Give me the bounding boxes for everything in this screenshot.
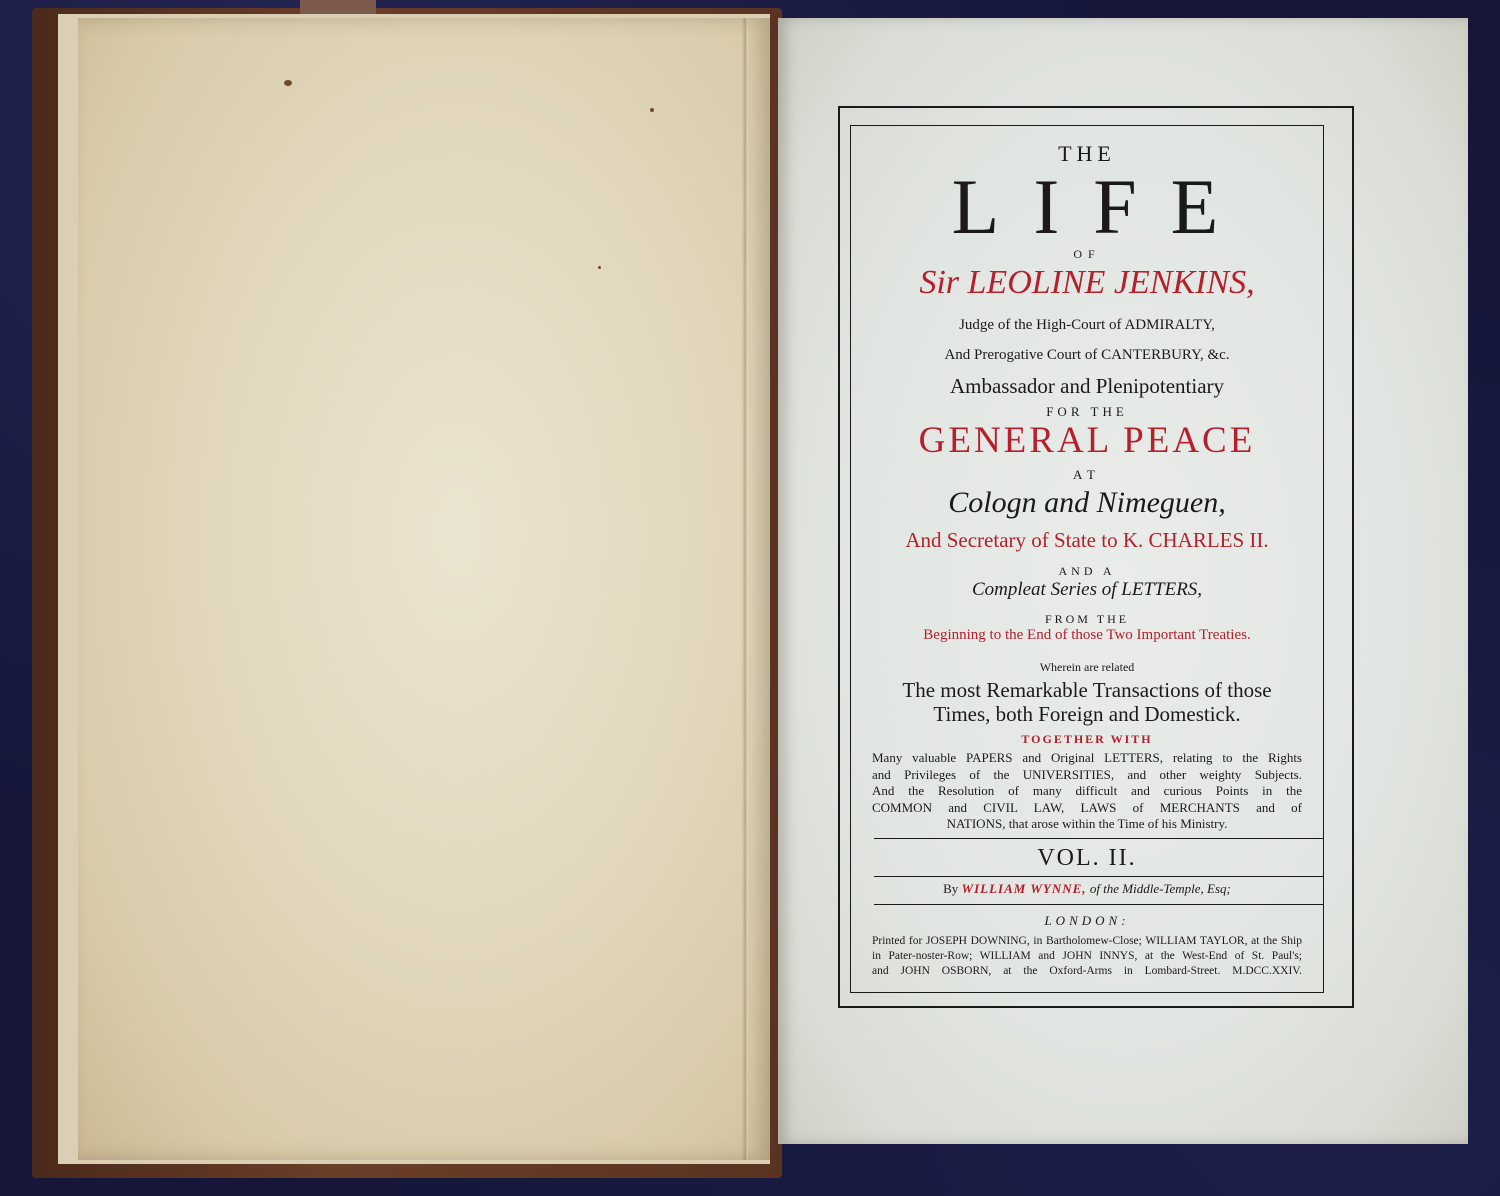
divider-rule bbox=[874, 904, 1324, 905]
line-at: AT bbox=[1073, 467, 1101, 482]
author-suffix: of the Middle-Temple, Esq; bbox=[1089, 881, 1231, 896]
author-name: WILLIAM WYNNE, bbox=[961, 881, 1087, 896]
imprint-line: and JOHN OSBORN, at the Oxford-Arms in Lombard-Street. M.DCC.XXIV. bbox=[872, 965, 1302, 977]
page-crease bbox=[742, 18, 748, 1160]
line-judge: Judge of the High-Court of ADMIRALTY, bbox=[959, 317, 1215, 333]
line-wherein: Wherein are related bbox=[1039, 660, 1135, 674]
description-line: NATIONS, that arose within the Time of his Ministry. bbox=[946, 816, 1228, 831]
left-blank-page bbox=[78, 18, 770, 1160]
description-line: COMMON and CIVIL LAW, LAWS of MERCHANTS and of bbox=[872, 799, 1302, 815]
line-from-the: FROM THE bbox=[1044, 612, 1130, 626]
title-life: LIFE bbox=[951, 163, 1253, 250]
general-peace: GENERAL PEACE bbox=[918, 420, 1256, 461]
imprint-line: in Pater-noster-Row; WILLIAM and JOHN INNYS, at the West-End of St. Paul's; bbox=[872, 950, 1302, 962]
imprint-city: LONDON: bbox=[1044, 913, 1130, 928]
author-prefix: By bbox=[943, 881, 959, 896]
title-of: OF bbox=[1073, 247, 1101, 261]
line-secretary: And Secretary of State to K. CHARLES II. bbox=[905, 528, 1269, 552]
line-ambassador: Ambassador and Plenipotentiary bbox=[949, 374, 1225, 398]
divider-rule bbox=[874, 838, 1324, 839]
line-remarkable-1: The most Remarkable Transactions of those bbox=[902, 678, 1272, 702]
description-line: and Privileges of the UNIVERSITIES, and other weighty Subjects. bbox=[872, 766, 1302, 782]
line-compleat: Compleat Series of LETTERS, bbox=[971, 579, 1203, 600]
volume-label: VOL. II. bbox=[1037, 845, 1137, 871]
line-cologn: Cologn and Nimeguen, bbox=[948, 486, 1226, 519]
divider-rule bbox=[874, 876, 1324, 877]
line-together: TOGETHER WITH bbox=[1021, 732, 1153, 746]
description-paragraph bbox=[872, 750, 1302, 833]
description-line: Many valuable PAPERS and Original LETTERS, relating to the Rights bbox=[872, 750, 1302, 765]
line-beginning: Beginning to the End of those Two Important Treaties. bbox=[923, 627, 1251, 643]
line-remarkable-2: Times, both Foreign and Domestick. bbox=[933, 702, 1241, 726]
foxing-spot bbox=[650, 108, 654, 112]
foxing-spot bbox=[284, 80, 292, 86]
line-and-a: AND A bbox=[1058, 564, 1116, 578]
imprint-text bbox=[872, 934, 1302, 979]
foxing-spot bbox=[598, 266, 601, 269]
title-the: THE bbox=[1058, 141, 1116, 166]
imprint-line: Printed for JOSEPH DOWNING, in Bartholomew-Close; WILLIAM TAYLOR, at the Ship bbox=[872, 935, 1302, 947]
line-prerogative: And Prerogative Court of CANTERBURY, &c. bbox=[944, 347, 1230, 363]
author-line bbox=[850, 882, 1324, 895]
description-line: And the Resolution of many difficult and curious Points in the bbox=[872, 783, 1302, 798]
subject-name: Sir LEOLINE JENKINS, bbox=[919, 264, 1255, 301]
line-for-the: FOR THE bbox=[1046, 404, 1128, 419]
